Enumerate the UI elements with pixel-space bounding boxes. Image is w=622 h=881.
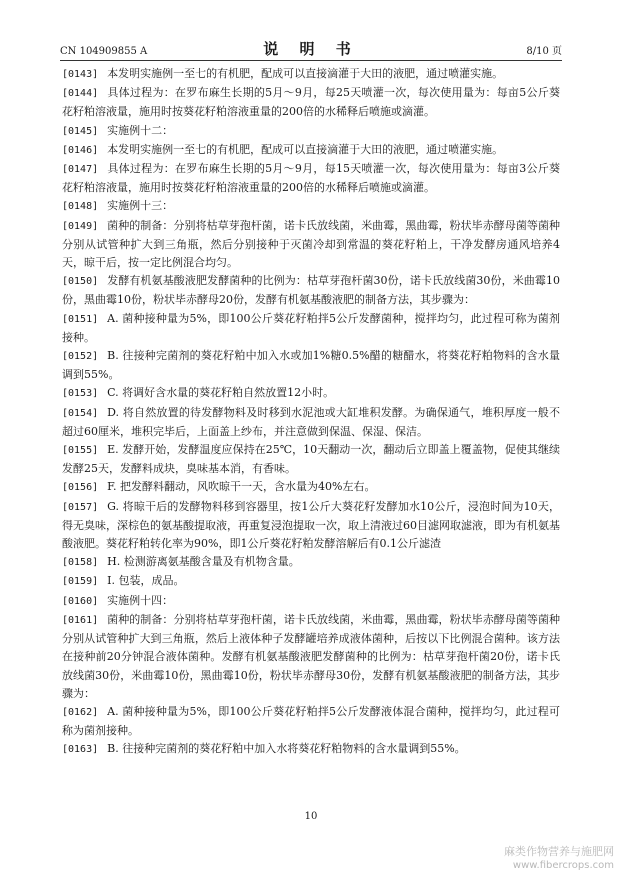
paragraph (62, 217, 560, 273)
paragraph-text: 本发明实施例一至七的有机肥，配成可以直接滴灌于大田的液肥，通过喷灌实施。 (107, 67, 504, 80)
paragraph-text: 本发明实施例一至七的有机肥，配成可以直接滴灌于大田的液肥，通过喷灌实施。 (107, 142, 504, 156)
paragraph (62, 347, 560, 384)
paragraph-text: 菌种的制备：分别将枯草芽孢杆菌，诺卡氏放线菌，米曲霉，黑曲霉，粉状毕赤酵母菌等菌种分别从试管种扩大到三角瓶，然后上液体种子发酵罐培养成液体菌种，后按以下比例混合菌种。该方法在接种前20分钟混合液体菌种。发酵有机氨基酸液肥发酵菌种的比例为：枯草芽孢杆菌20份，诺卡氏放线菌30份，米曲霉10份，黑曲霉10份，粉状毕赤酵母30份，发酵有机氨基酸液肥的制备方法，其步骤为： (62, 612, 560, 700)
paragraph-number: [0144] (62, 88, 99, 100)
paragraph-text: 实施例十三： (107, 199, 174, 213)
paragraph-number: [0155] (62, 445, 99, 457)
paragraph (62, 384, 560, 403)
paragraph (62, 141, 560, 160)
paragraph-text: B. 往接种完菌剂的葵花籽粕中加入水或加1%糖0.5%醋的糖醋水，将葵花籽粕物料的含水量调到55%。 (62, 349, 560, 382)
paragraph-number: [0158] (62, 557, 99, 569)
paragraph (62, 122, 560, 141)
paragraph-number: [0154] (62, 407, 99, 419)
paragraph-text: 具体过程为：在罗布麻生长期的5月～9月，每25天喷灌一次，每次使用量为：每亩5公斤葵花籽粕溶液量，施用时按葵花籽粕溶液重量的200倍的水稀释后喷施或滴灌。 (62, 86, 560, 119)
paragraph-text: I. 包装，成品。 (107, 574, 185, 588)
paragraph-text: E. 发酵开始，发酵温度应保持在25℃，10天翻动一次，翻动后立即盖上覆盖物，促使其继续发酵25天，发酵料成块，臭味基本消，有香味。 (62, 443, 560, 476)
paragraph (62, 441, 560, 478)
paragraph (62, 84, 560, 121)
paragraph (62, 592, 560, 611)
paragraph-text: D. 将自然放置的待发酵物料及时移到水泥池或大缸堆积发酵。为确保通气，堆积厚度一般不超过60厘米，堆积完毕后，上面盖上纱布，并注意做到保温、保湿、保洁。 (62, 405, 560, 438)
paragraph (62, 160, 560, 197)
paragraph-number: [0152] (62, 351, 99, 363)
paragraph (62, 611, 560, 703)
paragraph-text: C. 将调好含水量的葵花籽粕自然放置12小时。 (107, 386, 335, 400)
paragraph-text: G. 将晾干后的发酵物料移到容器里，按1公斤大葵花籽发酵加水10公斤，浸泡时间为10天，得无臭味，深棕色的氨基酸提取液，再重复浸泡提取一次，取上清液过60目滤网取滤液，即为有机氨基酸液肥。葵花籽粕转化率为90%，即1公斤葵花籽粕发酵溶解后有0.1公斤滤渣 (62, 499, 560, 551)
paragraph (62, 65, 560, 84)
paragraph-number: [0150] (62, 276, 99, 288)
watermark-title: 麻类作物营养与施肥网 (504, 845, 614, 858)
paragraph-text: 具体过程为：在罗布麻生长期的5月～9月，每15天喷灌一次，每次使用量为：每亩3公斤葵花籽粕溶液量，施用时按葵花籽粕溶液重量的200倍的水稀释后喷施或滴灌。 (62, 162, 560, 195)
paragraph-number: [0151] (62, 313, 99, 325)
paragraph-number: [0162] (62, 706, 99, 718)
paragraph-number: [0147] (62, 164, 99, 176)
paragraph-number: [0161] (62, 614, 99, 626)
paragraph-number: [0146] (62, 144, 99, 156)
paragraph-text: F. 把发酵料翻动，风吹晾干一天，含水量为40%左右。 (107, 480, 376, 494)
paragraph-text: H. 检测游离氨基酸含量及有机物含量。 (107, 555, 300, 569)
paragraph-number: [0163] (62, 744, 99, 756)
page-indicator: 8/10 页 (526, 46, 562, 57)
paragraph-number: [0160] (62, 595, 99, 607)
document-body (62, 65, 560, 760)
paragraph-number: [0143] (62, 69, 99, 80)
paragraph (62, 553, 560, 572)
paragraph-text: 实施例十四： (107, 593, 174, 607)
paragraph-text: 实施例十二： (107, 123, 174, 137)
paragraph-number: [0156] (62, 482, 99, 494)
paragraph-number: [0145] (62, 125, 99, 137)
page-header (60, 37, 562, 59)
paragraph (62, 572, 560, 591)
paragraph-number: [0148] (62, 201, 99, 213)
paragraph-number: [0153] (62, 388, 99, 400)
paragraph (62, 478, 560, 497)
paragraph-number: [0157] (62, 501, 99, 513)
paragraph (62, 740, 560, 759)
paragraph-text: A. 菌种接种量为5%，即100公斤葵花籽粕拌5公斤发酵液体混合菌种，搅拌均匀，此过程可称为菌剂接种。 (62, 704, 560, 738)
paragraph (62, 272, 560, 309)
page-number: 10 (304, 811, 318, 822)
paragraph (62, 703, 560, 740)
patent-number: CN 104909855 A (60, 46, 148, 57)
watermark-url: www.fibercrops.com (512, 860, 614, 871)
paragraph (62, 310, 560, 347)
paragraph-text: A. 菌种接种量为5%，即100公斤葵花籽粕拌5公斤发酵菌种，搅拌均匀，此过程可称为菌剂接种。 (62, 311, 560, 344)
paragraph (62, 404, 560, 441)
paragraph-number: [0149] (62, 220, 99, 232)
paragraph-number: [0159] (62, 576, 99, 588)
paragraph-text: 菌种的制备：分别将枯草芽孢杆菌，诺卡氏放线菌，米曲霉，黑曲霉，粉状毕赤酵母菌等菌种分别从试管种扩大到三角瓶，然后分别接种于灭菌冷却到常温的葵花籽粕上，干净发酵房通风培养4天，晾干后，按一定比例混合均匀。 (62, 218, 560, 270)
paragraph-text: 发酵有机氨基酸液肥发酵菌种的比例为：枯草芽孢杆菌30份，诺卡氏放线菌30份，米曲霉10份，黑曲霉10份，粉状毕赤酵母20份，发酵有机氨基酸液肥的制备方法，其步骤为： (62, 274, 560, 307)
paragraph-text: B. 往接种完菌剂的葵花籽粕中加入水将葵花籽粕物料的含水量调到55%。 (107, 742, 466, 756)
paragraph (62, 498, 560, 554)
site-watermark (504, 845, 614, 873)
document-title: 说 明 书 (263, 40, 359, 58)
header-rule (60, 60, 562, 61)
paragraph (62, 197, 560, 216)
